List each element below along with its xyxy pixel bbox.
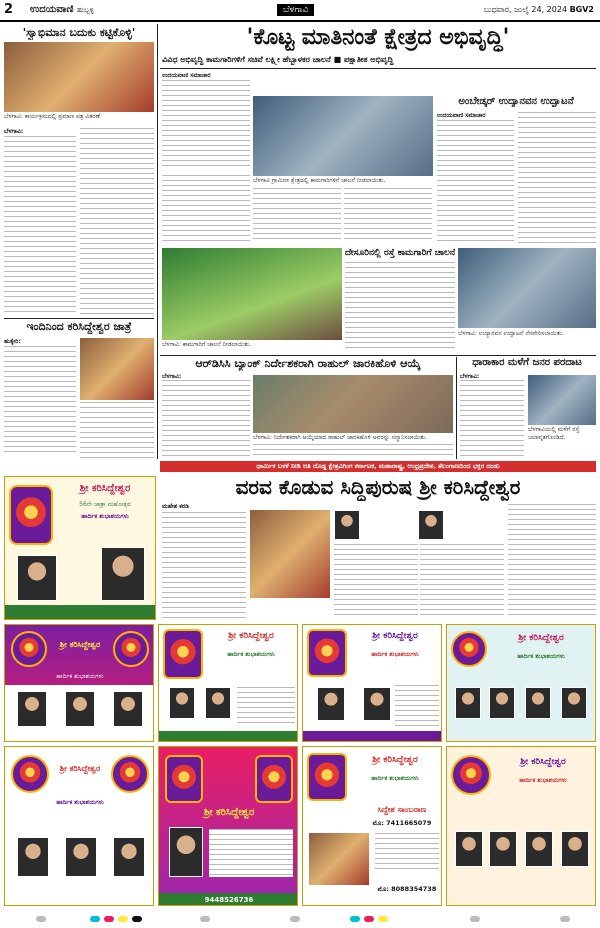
bank-photo [253, 375, 453, 433]
section-label: ಬೆಳಗಾವಿ [277, 4, 314, 16]
lead-headline: 'ಕೊಟ್ಟ ಮಾತಿನಂತೆ ಕ್ಷೇತ್ರದ ಅಭಿವೃದ್ಧಿ' [246, 24, 510, 50]
ad-portrait [489, 687, 515, 719]
ad-portrait [317, 687, 345, 721]
lead-body-col3 [253, 188, 341, 243]
ad-grid-1 [4, 624, 154, 742]
ad-grid-5 [4, 746, 154, 906]
rain-headline: ಧಾರಾಕಾರ ಮಳೆಗೆ ಜನರ ಪರದಾಟ [472, 357, 582, 368]
ad-portrait [205, 687, 231, 719]
left-story-byline: ಬೆಳಗಾವಿ: [4, 128, 24, 135]
ad-portrait [65, 691, 95, 727]
bank-body-2 [253, 444, 453, 458]
ad-grid-5-title: ಶ್ರೀ ಕರಿಸಿದ್ದೇಶ್ವರ [59, 763, 101, 773]
ad-grid-7 [302, 746, 442, 906]
feature-byline: ಮಹೇಶ ಕರಡಿ [162, 503, 189, 510]
issue-date: ಬುಧವಾರ, ಜುಲೈ 24, 2024 BGV2 [483, 5, 594, 14]
ad-portrait [561, 687, 587, 719]
lead-body-col2 [162, 175, 250, 245]
ad-grid-7-shop: ಸಿದ್ದೇಶ ಸಾಂಬರಾಣ [377, 805, 427, 814]
ad-grid-4 [446, 624, 596, 742]
ad-portrait [17, 691, 47, 727]
left-story-caption: ಬೆಳಗಾವಿ: ಕಾರ್ಯಕ್ರಮದಲ್ಲಿ ಪ್ರಮಾಣ ಪತ್ರ ವಿತರಣೆ [4, 113, 100, 120]
ad-portrait [17, 837, 49, 877]
ad-grid-6 [158, 746, 298, 906]
ad-portrait [101, 547, 145, 601]
ad-grid-6-title: ಶ್ರೀ ಕರಿಸಿದ್ದೇಶ್ವರ [203, 807, 255, 818]
road-body-1 [345, 262, 455, 352]
feature-headline: ವರವ ಕೊಡುವ ಸಿದ್ಧಿಪುರುಷ ಶ್ರೀ ಕರಿಸಿದ್ದೇಶ್ವರ [235, 475, 521, 499]
jatre-headline: ಇಂದಿನಿಂದ ಕರಿಸಿದ್ದೇಶ್ವರ ಜಾತ್ರೆ [26, 320, 132, 333]
page-number: 2 [4, 2, 14, 17]
lead-body-col4 [344, 188, 432, 243]
jatre-byline: ಹುಕ್ಕೇರಿ: [4, 338, 21, 345]
lead-photo-caption: ಬೆಳಗಾವಿ ಗ್ರಾಮೀಣ ಕ್ಷೇತ್ರದಲ್ಲಿ ಕಾಮಗಾರಿಗಳಿಗೆ ಚಾಲನೆ ನೀಡಲಾಯಿತು. [253, 177, 386, 184]
ad-grid-7-title: ಶ್ರೀ ಕರಿಸಿದ್ದೇಶ್ವರ [372, 755, 418, 765]
bank-headline: ಆರ್‌ಡಿಸಿಸಿ ಬ್ಯಾಂಕ್ ನಿರ್ದೇಶಕರಾಗಿ ರಾಹುಲ್ ಜಾರಕಿಹೊಳಿ ಆಯ್ಕೆ [195, 357, 421, 370]
rain-byline: ಬೆಳಗಾವಿ: [460, 373, 480, 380]
ad-grid-6-phone: 9448526736 [159, 893, 298, 906]
lead-photo [253, 96, 433, 176]
ad-grid-1-title: ಶ್ರೀ ಕರಿಸಿದ್ದೇಶ್ವರ [59, 639, 101, 649]
rain-photo [528, 375, 596, 425]
deity-icon [451, 755, 491, 795]
lead-body-col1 [162, 80, 250, 170]
ad-grid-7-greeting: ಹಾರ್ದಿಕ ಶುಭಾಶಯಗಳು [371, 775, 419, 782]
ad-left-top-title: ಶ್ರೀ ಕರಿಸಿದ್ದೇಶ್ವರ [79, 483, 131, 494]
left-story-body-2 [80, 128, 154, 316]
deity-icon [113, 631, 149, 667]
rain-body [460, 380, 524, 458]
ad-grid-8-greeting: ಹಾರ್ದಿಕ ಶುಭಾಶಯಗಳು [519, 777, 567, 784]
deity-icon [11, 755, 49, 793]
bank-body-1 [162, 380, 250, 458]
ad-grid-2 [158, 624, 298, 742]
feature-photo [250, 510, 330, 598]
ad-grid-4-title: ಶ್ರೀ ಕರಿಸಿದ್ದೇಶ್ವರ [518, 633, 564, 643]
road-photo-caption: ಬೆಳಗಾವಿ: ಕಾಮಗಾರಿಗೆ ಚಾಲನೆ ನೀಡಲಾಯಿತು. [162, 341, 252, 348]
ambedkar-body-2 [518, 112, 596, 245]
lead-byline: ಉದಯವಾಣಿ ಸಮಾಚಾರ [162, 72, 211, 79]
ad-portrait [113, 837, 145, 877]
ad-left-top-greeting: ಹಾರ್ದಿಕ ಶುಭಾಶಯಗಳು [81, 513, 129, 520]
ambedkar-photo-caption: ಬೆಳಗಾವಿ: ಉದ್ಯಾನವನ ಉದ್ಘಾಟನೆ ನೆರವೇರಿಸಲಾಯಿತು. [458, 330, 564, 337]
ad-portrait [363, 687, 391, 721]
print-registration-marks [0, 912, 600, 926]
bank-photo-caption: ಬೆಳಗಾವಿ: ನಿರ್ದೇಶಕರಾಗಿ ಆಯ್ಕೆಯಾದ ರಾಹುಲ್ ಜಾರಕಿಹೊಳಿ ಅವರನ್ನು ಸನ್ಮಾನಿಸಲಾಯಿತು. [253, 434, 428, 441]
ad-portrait [455, 687, 481, 719]
ad-portrait [113, 691, 143, 727]
feature-body-1 [162, 512, 246, 618]
ad-grid-5-greeting: ಹಾರ್ದಿಕ ಶುಭಾಶಯಗಳು [56, 799, 104, 806]
ad-grid-3-greeting: ಹಾರ್ದಿಕ ಶುಭಾಶಯಗಳು [371, 651, 419, 658]
road-photo [162, 248, 342, 340]
jatre-photo [80, 338, 154, 400]
ad-left-top-note: 56ನೇ ಜಾತ್ರಾ ಮಹೋತ್ಸವ [79, 501, 131, 508]
deity-icon [163, 629, 203, 679]
deity-icon [307, 629, 347, 677]
ad-grid-7-phone-2: ಮೊ: 8088354738 [377, 885, 437, 893]
bank-byline: ಬೆಳಗಾವಿ: [162, 373, 182, 380]
ad-portrait [17, 555, 57, 601]
ad-grid-7-phone: ಮೊ: 7411665079 [372, 819, 432, 827]
ad-portrait [169, 827, 203, 877]
lead-subhead: ವಿವಿಧ ಅಭಿವೃದ್ಧಿ ಕಾಮಗಾರಿಗಳಿಗೆ ಸಚಿವೆ ಲಕ್ಷ್ಮೀ ಹೆಬ್ಬಾಳಕರ ಚಾಲನೆ ■ ಪಕ್ಷಾತೀತ ಅಭಿವೃದ್ಧಿ [162, 55, 394, 64]
ad-portrait [169, 687, 195, 719]
ad-grid-4-greeting: ಹಾರ್ದಿಕ ಶುಭಾಶಯಗಳು [517, 653, 565, 660]
feature-portrait-1 [334, 510, 360, 540]
ad-left-top [4, 476, 156, 620]
left-story-photo [4, 42, 154, 112]
feature-body-3 [420, 544, 504, 618]
ad-grid-7-photo [309, 833, 369, 885]
page-header [0, 0, 600, 22]
ad-portrait [561, 831, 589, 867]
left-story-headline: 'ಸ್ವಾಭಿಮಾನ ಬದುಕು ಕಟ್ಟಿಕೊಳ್ಳಿ' [22, 26, 136, 39]
deity-icon [9, 485, 53, 545]
ad-portrait [489, 831, 517, 867]
deity-icon [165, 755, 203, 803]
ad-grid-2-title: ಶ್ರೀ ಕರಿಸಿದ್ದೇಶ್ವರ [228, 631, 274, 641]
deity-icon [111, 755, 149, 793]
ad-portrait [455, 831, 483, 867]
deity-icon [307, 753, 347, 801]
ad-grid-8-title: ಶ್ರೀ ಕರಿಸಿದ್ದೇಶ್ವರ [520, 757, 566, 767]
masthead: ಉದಯವಾಣಿ ಹುಬ್ಬಳ್ಳಿ [30, 4, 94, 15]
road-headline: ದೇಸೂರಿನಲ್ಲಿ ರಸ್ತೆ ಕಾಮಗಾರಿಗೆ ಚಾಲನೆ [345, 248, 455, 258]
deity-icon [255, 755, 293, 803]
left-story-body [4, 136, 76, 316]
ambedkar-photo [458, 248, 596, 328]
feature-body-4 [508, 504, 596, 618]
ambedkar-body-1 [437, 120, 514, 245]
ad-grid-2-greeting: ಹಾರ್ದಿಕ ಶುಭಾಶಯಗಳು [227, 651, 275, 658]
ad-grid-8 [446, 746, 596, 906]
deity-icon [451, 631, 487, 667]
ad-grid-3-title: ಶ್ರೀ ಕರಿಸಿದ್ದೇಶ್ವರ [372, 631, 418, 641]
ambedkar-headline: ಅಂಬೇಡ್ಕರ್ ಉದ್ಯಾನವನ ಉದ್ಘಾಟನೆ [458, 96, 574, 107]
ad-portrait [525, 687, 551, 719]
banner-strip: ಧಾರ್ಮಿಕ ಬಳಕೆ ನೀಡಿ ಆತಿ ದೊಡ್ಡ ಕ್ಷೇತ್ರವಿಗಿಂಗ ಕರ್ನಾಟಕ, ಮಹಾರಾಷ್ಟ್ರ, ಆಂಧ್ರಪ್ರದೇಶ, ತೆಲಂಗಾಣದಿಂದ ಭಕ್ತರ ದಂಡು [160, 461, 596, 472]
ad-grid-1-greeting: ಹಾರ್ದಿಕ ಶುಭಾಶಯಗಳು [56, 673, 104, 680]
rain-photo-caption: ಬೆಳಗಾವಿಯಲ್ಲಿ ಮಳೆಗೆ ರಸ್ತೆ ಜಲಾವೃತಗೊಂಡಿದೆ. [528, 426, 580, 441]
deity-icon [11, 631, 47, 667]
ambedkar-byline: ಉದಯವಾಣಿ ಸಮಾಚಾರ [437, 112, 486, 119]
ad-grid-3 [302, 624, 442, 742]
ad-portrait [525, 831, 553, 867]
ad-portrait [65, 837, 97, 877]
feature-body-2 [334, 544, 418, 618]
feature-portrait-2 [418, 510, 444, 540]
